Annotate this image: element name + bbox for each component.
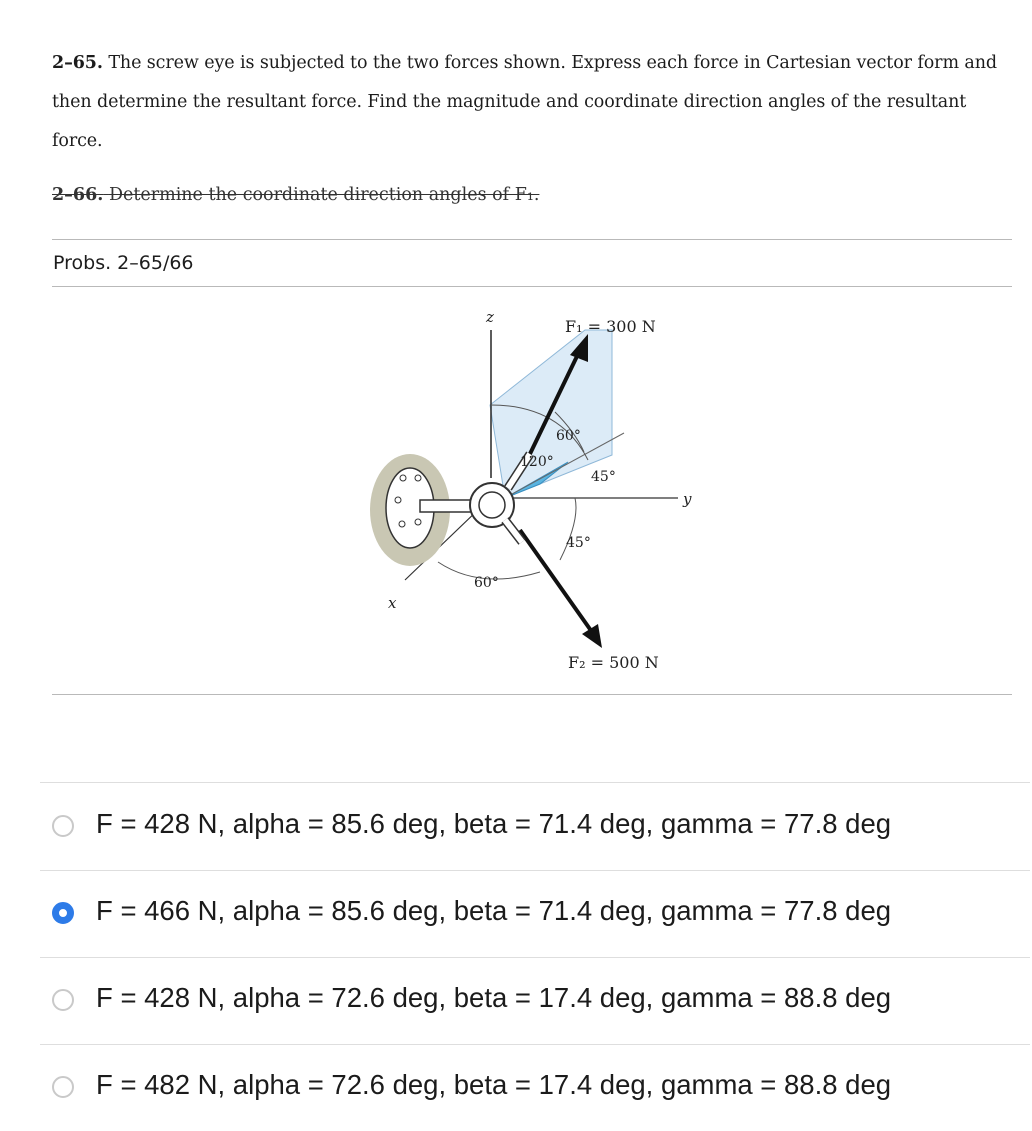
screw-eye-hole — [479, 492, 505, 518]
choice-label: F = 466 N, alpha = 85.6 deg, beta = 71.4 deg, gamma = 77.8 deg — [96, 895, 892, 926]
angle-120-label: 120° — [520, 454, 554, 470]
f2-label: F₂ = 500 N — [568, 653, 659, 672]
x-axis-label: x — [388, 594, 397, 612]
angle-45-upper-label: 45° — [591, 469, 616, 485]
y-axis-label: y — [683, 490, 692, 508]
problem-body: The screw eye is subjected to the two forces shown. Express each force in Cartesian vector form and then determine the resultant force. Find the magnitude and coordinate direction angles of the resultant force. — [52, 53, 998, 151]
answer-choice-1[interactable] — [40, 784, 1030, 870]
radio-button[interactable] — [52, 989, 74, 1011]
answer-choice-2[interactable] — [40, 871, 1030, 957]
f1-label: F₁ = 300 N — [565, 317, 656, 336]
z-axis-label: z — [486, 308, 494, 326]
answer-choice-4[interactable] — [40, 1045, 1030, 1131]
struck-problem-text: Determine the coordinate direction angles of F₁. — [108, 185, 540, 205]
f2-arrowhead — [582, 624, 602, 648]
divider-figure-bottom — [52, 694, 1012, 695]
angle-60-top-label: 60° — [556, 428, 581, 444]
angle-60-bottom-label: 60° — [474, 575, 499, 591]
radio-button-selected[interactable] — [52, 902, 74, 924]
radio-button[interactable] — [52, 815, 74, 837]
answer-choice-3[interactable] — [40, 958, 1030, 1044]
problem-number: 2–65. — [52, 53, 103, 73]
angle-45-lower-label: 45° — [566, 535, 591, 551]
choice-label: F = 428 N, alpha = 72.6 deg, beta = 17.4 deg, gamma = 88.8 deg — [96, 982, 892, 1013]
choice-divider — [40, 782, 1030, 783]
radio-button[interactable] — [52, 1076, 74, 1098]
choice-label: F = 428 N, alpha = 85.6 deg, beta = 71.4 deg, gamma = 77.8 deg — [96, 808, 892, 839]
choice-label: F = 482 N, alpha = 72.6 deg, beta = 17.4 deg, gamma = 88.8 deg — [96, 1069, 892, 1100]
figure-caption: Probs. 2–65/66 — [53, 252, 194, 274]
struck-problem-number: 2–66. — [52, 185, 104, 205]
